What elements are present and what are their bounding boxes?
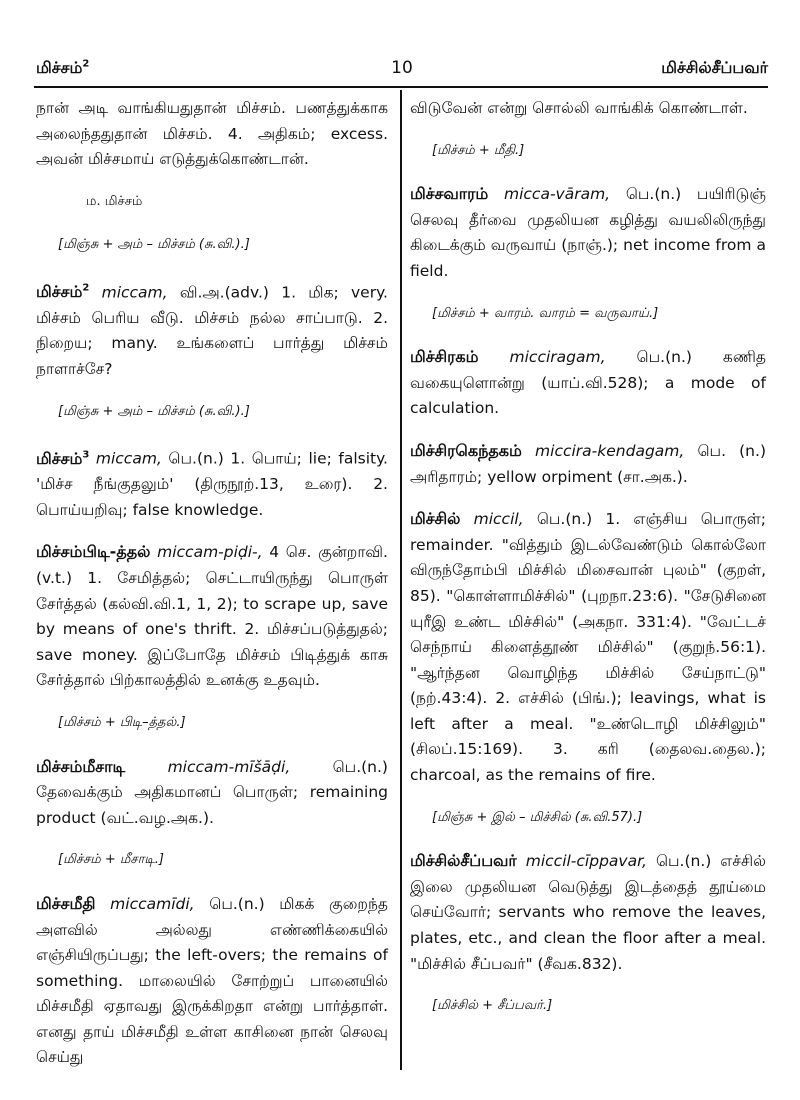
entry-transliteration: miccam-mīšāḍi, bbox=[167, 757, 291, 776]
column-divider bbox=[400, 90, 402, 1070]
dictionary-entry bbox=[36, 442, 388, 523]
entry-transliteration: micca-vāram, bbox=[504, 185, 611, 204]
continued-entry-text: நான் அடி வாங்கியதுதான் மிச்சம். பணத்துக்காக அலைந்ததுதான் மிச்சம். 4. அதிகம்; excess. அவன் மிச்சமாய் எடுத்துக்கொண்டான். bbox=[36, 99, 388, 169]
entry-transliteration: miccira-kendagam, bbox=[535, 441, 685, 460]
entry-definition: வி.அ.(adv.) 1. மிக; very. மிச்சம் பெரிய வீடு. மிச்சம் நல்ல சாப்பாடு. 2. நிறைய; many. உங்களைப் பார்த்து மிச்சம் நாளாச்சே? bbox=[36, 283, 388, 379]
header-rule bbox=[34, 86, 768, 88]
entry-headword: மிச்சம்$^3$ bbox=[36, 448, 90, 468]
entry-transliteration: miccamīdi, bbox=[110, 894, 195, 913]
entry-transliteration: miccil-cīppavar, bbox=[525, 852, 647, 871]
dictionary-entry bbox=[410, 848, 766, 977]
entry-headword: மிச்சிரகம் bbox=[410, 347, 479, 367]
dictionary-entry bbox=[36, 539, 388, 694]
entry-transliteration: miccam, bbox=[101, 283, 168, 302]
entry-transliteration: miccam-piḍi-, bbox=[157, 543, 263, 562]
page-header bbox=[36, 54, 768, 82]
entry-transliteration: miccil, bbox=[473, 510, 524, 529]
entry-definition: பெ.(n.) கணித வகையுளொன்று (யாப்.வி.528); a mode of calculation. bbox=[410, 348, 766, 418]
continued-entry-text: விடுவேன் என்று சொல்லி வாங்கிக் கொண்டாள். bbox=[410, 99, 748, 117]
left-column bbox=[36, 96, 388, 1087]
etymology-note: [மிச்சம் + வாரம். வாரம் = வருவாய்.] bbox=[432, 305, 659, 321]
etymology-note: [மிச்சில் + சீப்பவர்.] bbox=[432, 998, 553, 1014]
entry-definition: பெ.(n.) பயிரிடுஞ் செலவு தீர்வை முதலியன கழித்து வயலிலிருந்து கிடைக்கும் வருவாய் (நாஞ்.); net income from a field. bbox=[410, 185, 766, 280]
etymology-note: [மிச்சம் + மீசாடி.] bbox=[58, 852, 164, 868]
dictionary-entry bbox=[36, 276, 388, 383]
entry-definition: பெ.(n.) மிகக் குறைந்த அளவில் அல்லது எண்ணிக்கையில் எஞ்சியிருப்பது; the left-overs; the remains of something. மாலையில் சோற்றுப் பானையில் மிச்சமீதி ஏதாவது இருக்கிறதா என்று பார்த்தாள். எனது தாய் மிச்சமீதி உள்ள காசினை நான் செலவு செய்து bbox=[36, 894, 388, 1067]
dictionary-entry bbox=[410, 181, 766, 284]
dictionary-entry bbox=[36, 891, 388, 1071]
entry-headword: மிச்சமீதி bbox=[36, 893, 96, 913]
entry-definition: பெ.(n.) தேவைக்கும் அதிகமானப் பொருள்; remaining product (வட்.வழ.அக.). bbox=[36, 757, 388, 827]
etymology-note: [மிச்சம் + பிடி–த்தல்.] bbox=[58, 714, 186, 730]
cognate-note: ம. மிச்சம் bbox=[86, 193, 143, 209]
entry-definition: பெ.(n.) எச்சில் இலை முதலியன வெடுத்து இடத்தைத் தூய்மை செய்வோர்; servants who remove the leaves, plates, etc., and clean the floor after a meal. "மிச்சில் சீப்பவர்" (சீவக.832). bbox=[410, 852, 766, 973]
etymology-note: [மிச்சம் + மீதி.] bbox=[432, 142, 525, 158]
header-right-guide-word: மிச்சில்சீப்பவர் bbox=[661, 58, 768, 77]
dictionary-entry bbox=[410, 344, 766, 422]
entry-headword: மிச்சில் bbox=[410, 509, 461, 529]
entry-transliteration: micciragam, bbox=[509, 348, 606, 367]
entry-headword: மிச்சம்$^2$ bbox=[36, 282, 90, 302]
entry-headword: மிச்சவாரம் bbox=[410, 184, 489, 204]
page-number: 10 bbox=[391, 58, 413, 78]
entry-definition: பெ.(n.) 1. எஞ்சிய பொருள்; remainder. "வித்தும் இடல்வேண்டும் கொல்லோ விருந்தோம்பி மிச்சில் மிசைவான் புலம்" (குறள், 85). "கொள்ளாமிச்சில்" (புறநா.23:6). "சேடுசினை யுரீஇ உண்ட மிச்சில்" (அகநா. 331:4). "வேட்டச் செந்நாய் கிளைத்தூண் மிச்சில்" (குறுந்.56:1). "ஆர்ந்தன வொழிந்த மிச்சில் சேய்நாட்டு" (நற்.43:4). 2. எச்சில் (பிங்.); leavings, what is left after a meal. "உண்டொழி மிச்சிலும்" (சிலப்.15:169). 3. கரி (தைலவ.தைல.); charcoal, as the remains of fire. bbox=[410, 510, 766, 785]
entry-transliteration: miccam, bbox=[95, 449, 162, 468]
entry-definition: 4 செ. குன்றாவி. (v.t.) 1. சேமித்தல்; செட்டாயிருந்து பொருள் சேர்த்தல் (கல்வி.வி.1, 1, 2); to scrape up, save by means of one's thrift. 2. மிச்சப்படுத்துதல்; save money. இப்போதே மிச்சம் பிடித்துக் காசு சேர்த்தால் பிற்காலத்தில் உனக்கு உதவும். bbox=[36, 543, 388, 690]
etymology-note: [மிஞ்சு + அம் – மிச்சம் (சு.வி.).] bbox=[58, 403, 250, 419]
entry-headword: மிச்சம்பிடி-த்தல் bbox=[36, 542, 151, 562]
entry-headword: மிச்சம்மீசாடி bbox=[36, 756, 126, 776]
entry-headword: மிச்சில்சீப்பவர் bbox=[410, 851, 517, 871]
etymology-note: [மிஞ்சு + இல் – மிச்சில் (சு.வி.57).] bbox=[432, 809, 643, 825]
dictionary-entry bbox=[410, 438, 766, 490]
header-left-guide-word: மிச்சம்$^2$ bbox=[36, 58, 90, 77]
dictionary-entry bbox=[410, 506, 766, 789]
etymology-note: [மிஞ்சு + அம் – மிச்சம் (சு.வி.).] bbox=[58, 237, 250, 253]
right-column bbox=[410, 96, 766, 1037]
entry-definition: பெ. (n.) அரிதாரம்; yellow orpiment (சா.அக.). bbox=[410, 441, 766, 486]
entry-definition: பெ.(n.) 1. பொய்; lie; falsity. 'மிச்ச நீங்குதலும்' (திருநூற்.13, உரை). 2. பொய்யறிவு; false knowledge. bbox=[36, 449, 388, 519]
dictionary-entry bbox=[36, 754, 388, 832]
entry-headword: மிச்சிரகெந்தகம் bbox=[410, 440, 522, 460]
